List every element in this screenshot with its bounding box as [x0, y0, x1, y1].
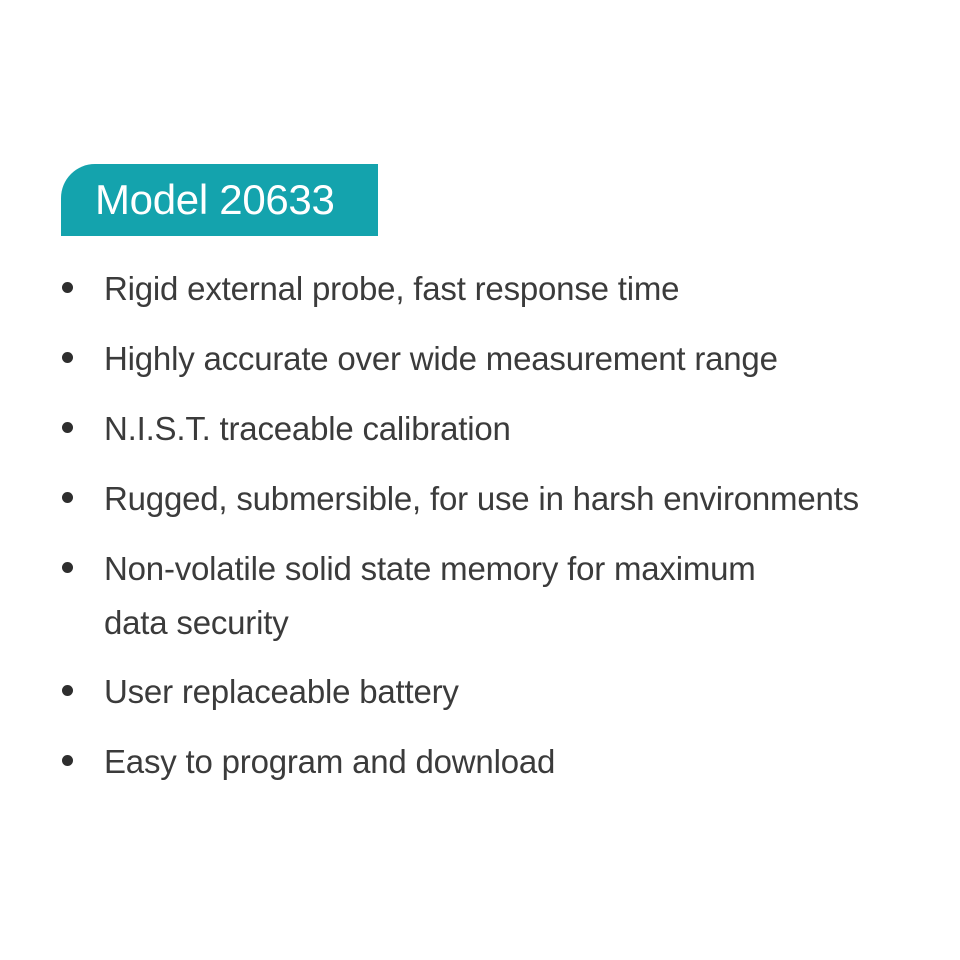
model-title-tab: [61, 164, 378, 236]
feature-item: [104, 472, 924, 526]
feature-text: Rugged, submersible, for use in harsh environments: [104, 480, 859, 517]
feature-text: Easy to program and download: [104, 743, 556, 780]
bullet-icon: [62, 685, 73, 696]
feature-item: [104, 262, 924, 316]
feature-text: Rigid external probe, fast response time: [104, 270, 680, 307]
bullet-icon: [62, 562, 73, 573]
bullet-icon: [62, 282, 73, 293]
bullet-icon: [62, 492, 73, 503]
feature-item: [104, 332, 924, 386]
feature-item: [104, 665, 924, 719]
feature-item: [104, 402, 924, 456]
feature-text: User replaceable battery: [104, 673, 459, 710]
feature-item: [104, 542, 924, 650]
bullet-icon: [62, 422, 73, 433]
bullet-icon: [62, 755, 73, 766]
feature-text: Highly accurate over wide measurement range: [104, 340, 778, 377]
feature-item: [104, 735, 924, 789]
bullet-icon: [62, 352, 73, 363]
feature-text: Non-volatile solid state memory for maximum: [104, 550, 756, 587]
feature-text-continuation: data security: [104, 604, 289, 641]
feature-text: N.I.S.T. traceable calibration: [104, 410, 511, 447]
model-title: Model 20633: [95, 176, 335, 223]
